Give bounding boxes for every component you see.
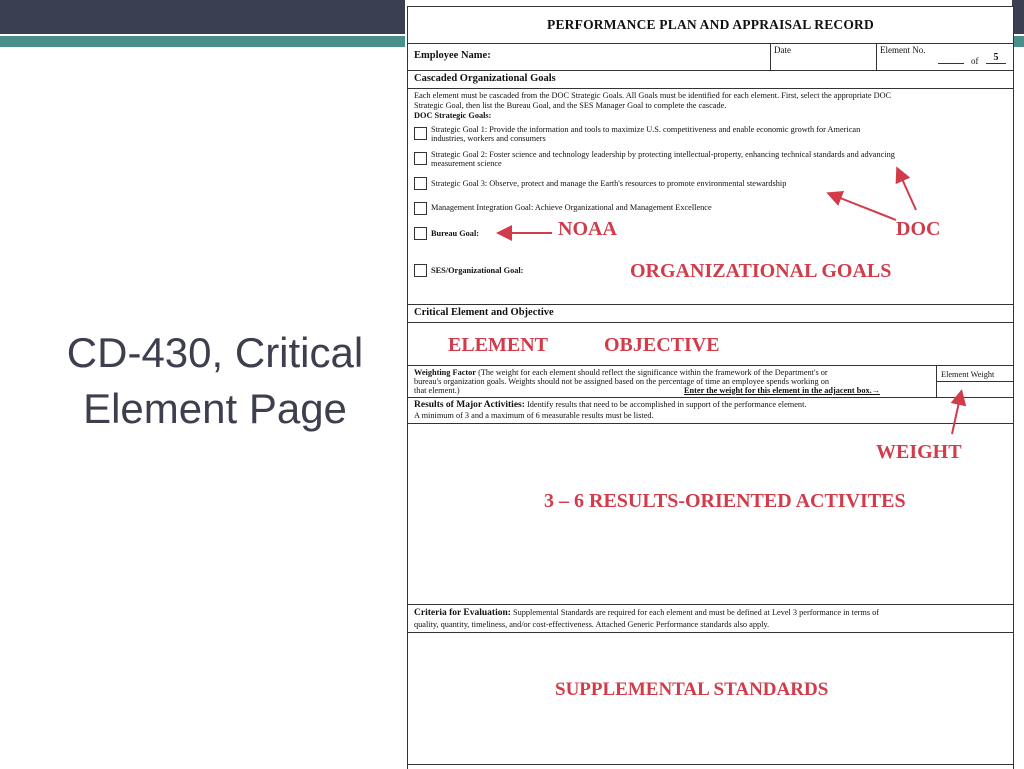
slide-title-line-2: Element Page [83,385,347,432]
doc-annotation: DOC [896,218,941,240]
goal1-line-2: industries, workers and consumers [431,134,546,143]
element-annotation: ELEMENT [448,334,549,356]
weighting-enter-instruction: Enter the weight for this element in the adjacent box.→ [684,386,881,395]
element-no-label: Element No. [880,45,926,55]
criteria-label: Criteria for Evaluation: [414,608,511,618]
weighting-label: Weighting Factor [414,368,476,377]
cascaded-goals-header: Cascaded Organizational Goals [414,73,556,84]
total-elements: 5 [986,52,1006,64]
objective-annotation: OBJECTIVE [604,334,720,356]
doc-goals-label: DOC Strategic Goals: [414,111,492,120]
management-goal-label: Management Integration Goal: Achieve Organizational and Management Excellence [431,203,712,212]
goal3-label: Strategic Goal 3: Observe, protect and manage the Earth's resources to promote environmental stewardship [431,179,787,188]
goal2-line-2: measurement science [431,159,502,168]
results-label: Results of Major Activities: [414,400,525,410]
goal1-line-1: Strategic Goal 1: Provide the information and tools to maximize U.S. competitiveness and enable economic growth for American [431,125,861,134]
cascaded-intro-line-2: Strategic Goal, then list the Bureau Goal, and the SES Manager Goal to complete the cascade. [414,101,727,110]
weighting-line-3: that element.) [414,386,460,395]
noaa-annotation: NOAA [558,218,617,240]
ses-goal-label: SES/Organizational Goal: [431,266,524,275]
element-weight-label: Element Weight [941,370,995,379]
employee-name-label: Employee Name: [414,50,491,61]
weighting-line-2: bureau's organization goals. Weights should not be assigned based on the percentage of time an employee spends working on [414,377,830,386]
bureau-goal-label: Bureau Goal: [431,229,480,238]
results-line-2: A minimum of 3 and a maximum of 6 measurable results must be listed. [414,411,654,420]
date-label: Date [774,45,791,55]
form-title: PERFORMANCE PLAN AND APPRAISAL RECORD [547,17,874,32]
of-label: of [971,56,979,66]
cascaded-intro-line-1: Each element must be cascaded from the DOC Strategic Goals. All Goals must be identified for each element. First, select the appropriate DOC [414,91,892,100]
weighting-line-1: (The weight for each element should reflect the significance within the framework of the Department's or [478,368,828,377]
criteria-line-2: quality, quantity, timeliness, and/or cost-effectiveness. Attached Generic Performance standards also apply. [414,620,770,629]
doc-arrow-1 [830,194,896,220]
slide-title-line-1: CD-430, Critical [66,329,364,376]
supplemental-annotation: SUPPLEMENTAL STANDARDS [555,679,829,700]
goal2-line-1: Strategic Goal 2: Foster science and technology leadership by protecting intellectual-property, enhancing technical standards and advancing [431,150,895,159]
results-annotation: 3 – 6 RESULTS-ORIENTED ACTIVITES [544,490,906,512]
doc-arrow-2 [898,170,916,210]
criteria-line-1: Supplemental Standards are required for each element and must be defined at Level 3 performance in terms of [513,608,880,617]
weight-annotation: WEIGHT [876,441,962,463]
org-goals-annotation: ORGANIZATIONAL GOALS [630,260,892,282]
weight-arrow [952,393,961,434]
critical-element-header: Critical Element and Objective [414,307,554,318]
results-line-1: Identify results that need to be accomplished in support of the performance element. [526,400,807,409]
